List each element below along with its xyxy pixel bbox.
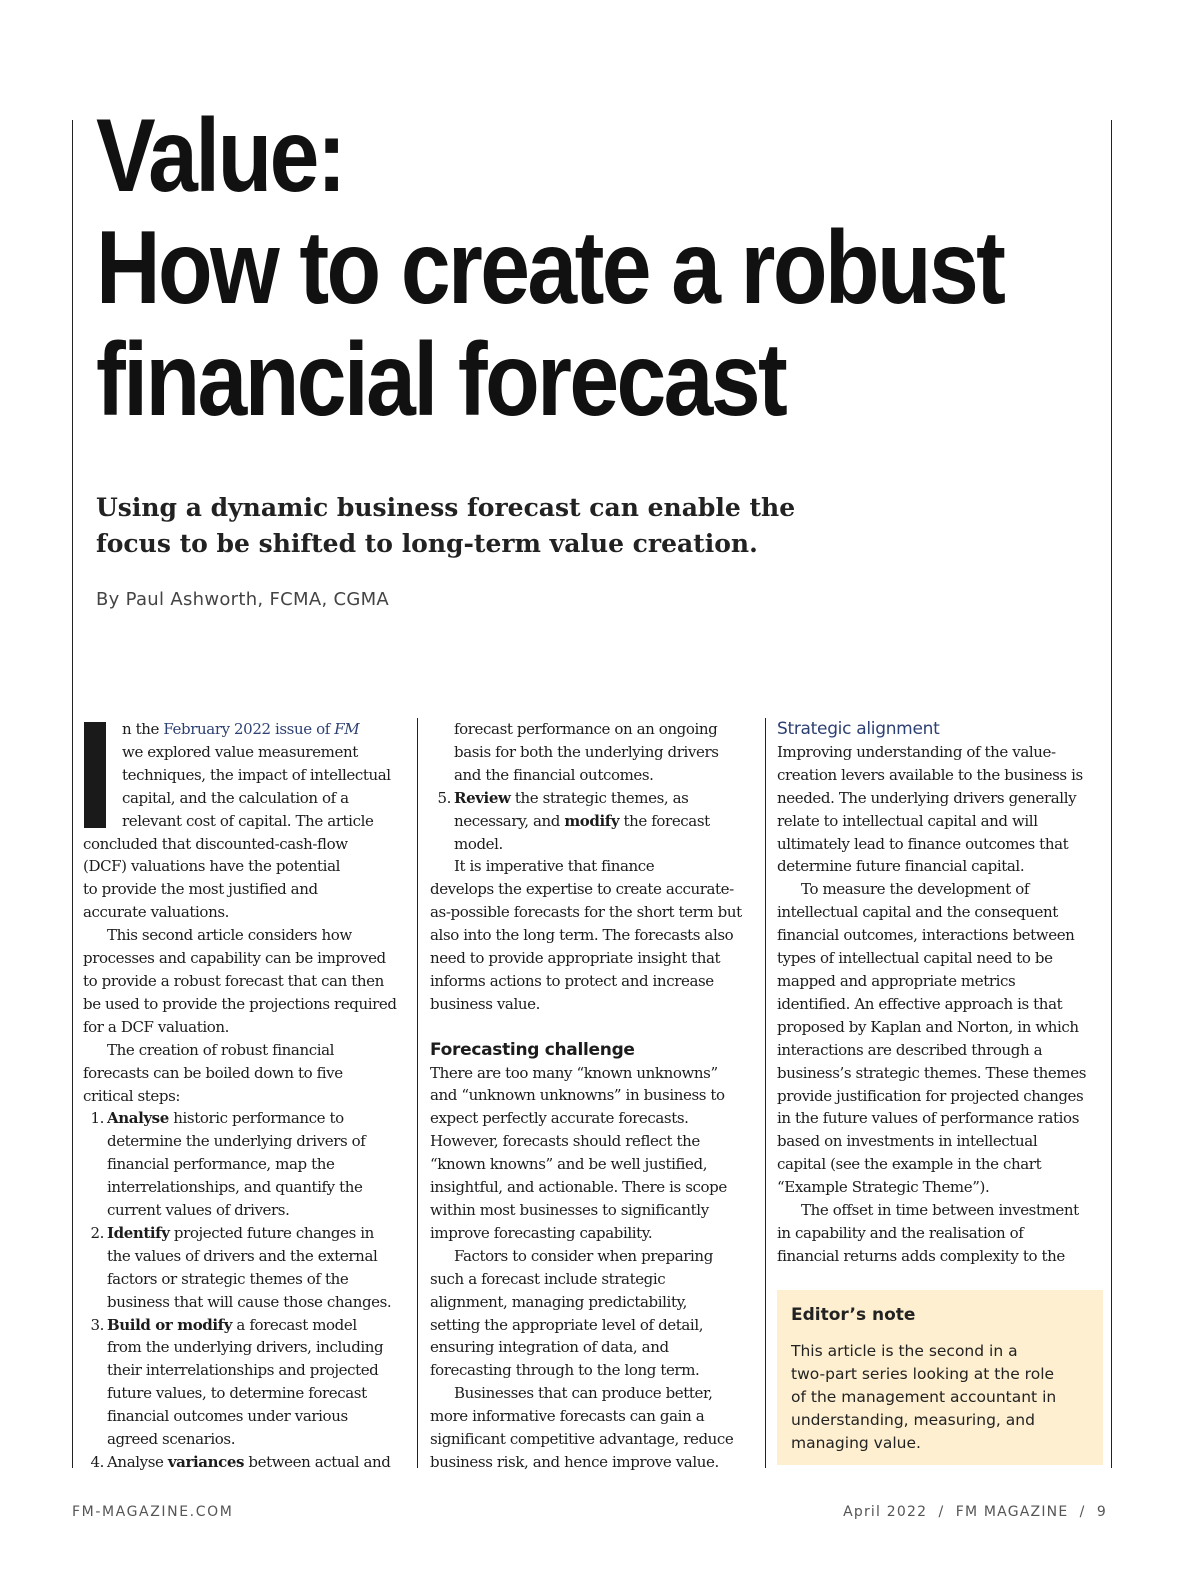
text-line: ultimately lead to finance outcomes that bbox=[777, 834, 1069, 853]
text-line: develops the expertise to create accurate- bbox=[430, 880, 734, 899]
text-fragment: n the bbox=[122, 720, 164, 738]
step-5 bbox=[430, 787, 760, 810]
text-line: business value. bbox=[430, 994, 540, 1013]
text-line: creation levers available to the business is bbox=[777, 765, 1083, 784]
text-line: processes and capability can be improved bbox=[83, 949, 386, 968]
note-line: two-part series looking at the role bbox=[791, 1365, 1055, 1383]
text-line: setting the appropriate level of detail, bbox=[430, 1315, 704, 1334]
text-line: agreed scenarios. bbox=[107, 1430, 236, 1449]
text-line: The offset in time between investment bbox=[801, 1201, 1079, 1220]
text-line: business risk, and hence improve value. bbox=[430, 1452, 719, 1471]
headline-line: How to create a robust bbox=[96, 210, 1004, 326]
text-line: financial outcomes, interactions between bbox=[777, 926, 1075, 945]
step-keyword: Review bbox=[454, 788, 511, 807]
text-line: needed. The underlying drivers generally bbox=[777, 788, 1077, 807]
text-line: model. bbox=[454, 834, 503, 853]
text-line: critical steps: bbox=[83, 1086, 181, 1105]
footer-folio: April 2022 / FM MAGAZINE / 9 bbox=[843, 1504, 1107, 1520]
text-line: Factors to consider when preparing bbox=[454, 1246, 713, 1265]
text-line: their interrelationships and projected bbox=[107, 1361, 379, 1380]
text-line: and “unknown unknowns” in business to bbox=[430, 1086, 725, 1105]
text-line: and the financial outcomes. bbox=[454, 765, 654, 784]
text-line: relate to intellectual capital and will bbox=[777, 811, 1038, 830]
step-keyword: variances bbox=[167, 1453, 245, 1471]
text-line: accurate valuations. bbox=[83, 903, 229, 922]
text-line: need to provide appropriate insight that bbox=[430, 949, 721, 968]
editors-note-body bbox=[791, 1340, 1089, 1455]
text-line: identified. An effective approach is that bbox=[777, 994, 1063, 1013]
step-number: 5. bbox=[437, 788, 451, 807]
step-keyword: modify bbox=[564, 811, 620, 830]
step-1 bbox=[83, 1107, 413, 1130]
text-line: also into the long term. The forecasts also bbox=[430, 926, 734, 945]
section-heading-forecasting-challenge: Forecasting challenge bbox=[430, 1039, 635, 1060]
text-line: concluded that discounted-cash-flow bbox=[83, 834, 348, 853]
right-margin-rule bbox=[1111, 120, 1112, 1468]
text-line: future values, to determine forecast bbox=[107, 1384, 367, 1403]
note-line: managing value. bbox=[791, 1434, 921, 1452]
text-line: techniques, the impact of intellectual bbox=[122, 765, 391, 784]
article-deck bbox=[96, 490, 796, 562]
spacer bbox=[430, 1016, 760, 1039]
text-line bbox=[83, 718, 413, 741]
text-line: forecasting through to the long term. bbox=[430, 1361, 700, 1380]
text-line: business’s strategic themes. These themes bbox=[777, 1063, 1086, 1082]
deck-line: Using a dynamic business forecast can enable the bbox=[96, 493, 796, 522]
text-fragment: historic performance to bbox=[168, 1109, 344, 1128]
step-keyword: Build or modify bbox=[107, 1315, 233, 1334]
editors-note-title: Editor’s note bbox=[791, 1305, 916, 1325]
text-fragment: the strategic themes, as bbox=[510, 788, 689, 807]
text-line: insightful, and actionable. There is scope bbox=[430, 1178, 727, 1197]
step-number: 1. bbox=[90, 1109, 104, 1128]
text-line: Businesses that can produce better, bbox=[454, 1384, 713, 1403]
text-line: to provide a robust forecast that can then bbox=[83, 971, 384, 990]
step-4 bbox=[83, 1451, 413, 1474]
text-line: proposed by Kaplan and Norton, in which bbox=[777, 1017, 1079, 1036]
text-line: improve forecasting capability. bbox=[430, 1223, 653, 1242]
text-line: based on investments in intellectual bbox=[777, 1132, 1038, 1151]
text-fragment: the forecast bbox=[619, 811, 710, 830]
article-headline bbox=[96, 98, 1004, 438]
note-line: of the management accountant in bbox=[791, 1388, 1057, 1406]
text-line: informs actions to protect and increase bbox=[430, 971, 714, 990]
text-line: It is imperative that finance bbox=[454, 857, 655, 876]
text-line: interactions are described through a bbox=[777, 1040, 1043, 1059]
step-3 bbox=[83, 1314, 413, 1337]
text-line: we explored value measurement bbox=[122, 742, 358, 761]
text-line: To measure the development of bbox=[801, 880, 1029, 899]
step-keyword: Analyse bbox=[107, 1109, 169, 1128]
text-line: significant competitive advantage, reduce bbox=[430, 1430, 734, 1449]
step-number: 4. bbox=[90, 1453, 104, 1471]
text-line: within most businesses to significantly bbox=[430, 1201, 709, 1220]
text-line: However, forecasts should reflect the bbox=[430, 1132, 700, 1151]
text-line: The creation of robust financial bbox=[107, 1040, 335, 1059]
step-number: 2. bbox=[90, 1223, 104, 1242]
footer-site: FM-MAGAZINE.COM bbox=[72, 1504, 234, 1520]
note-line: understanding, measuring, and bbox=[791, 1411, 1035, 1429]
text-line: expect perfectly accurate forecasts. bbox=[430, 1109, 689, 1128]
left-margin-rule bbox=[72, 120, 73, 1468]
text-line: capital, and the calculation of a bbox=[122, 788, 349, 807]
text-line: financial outcomes under various bbox=[107, 1407, 348, 1426]
column-divider-2 bbox=[765, 718, 766, 1468]
text-line: types of intellectual capital need to be bbox=[777, 949, 1053, 968]
text-fragment: Analyse bbox=[107, 1453, 168, 1471]
text-line: such a forecast include strategic bbox=[430, 1269, 666, 1288]
text-line: financial performance, map the bbox=[107, 1155, 335, 1174]
step-number: 3. bbox=[90, 1315, 104, 1334]
text-line: for a DCF valuation. bbox=[83, 1017, 230, 1036]
text-line: forecasts can be boiled down to five bbox=[83, 1063, 343, 1082]
editors-note-box bbox=[777, 1290, 1103, 1465]
text-line: There are too many “known unknowns” bbox=[430, 1063, 718, 1082]
text-line: in capability and the realisation of bbox=[777, 1223, 1024, 1242]
text-line: Improving understanding of the value- bbox=[777, 742, 1056, 761]
text-line: intellectual capital and the consequent bbox=[777, 903, 1058, 922]
text-line bbox=[430, 810, 760, 833]
text-line: interrelationships, and quantify the bbox=[107, 1178, 363, 1197]
headline-line: Value: bbox=[96, 98, 345, 214]
link-text: February 2022 issue of bbox=[163, 720, 335, 738]
text-fragment: projected future changes in bbox=[169, 1223, 374, 1242]
text-line: basis for both the underlying drivers bbox=[454, 742, 719, 761]
text-line: determine the underlying drivers of bbox=[107, 1132, 366, 1151]
text-line: in the future values of performance ratios bbox=[777, 1109, 1079, 1128]
column-1 bbox=[83, 718, 413, 1474]
text-line: be used to provide the projections required bbox=[83, 994, 397, 1013]
byline: By Paul Ashworth, FCMA, CGMA bbox=[96, 589, 390, 610]
text-line: provide justification for projected changes bbox=[777, 1086, 1084, 1105]
headline-line: financial forecast bbox=[96, 322, 786, 438]
column-divider-1 bbox=[417, 718, 418, 1468]
text-line: from the underlying drivers, including bbox=[107, 1338, 384, 1357]
column-2 bbox=[430, 718, 760, 1474]
column-3 bbox=[777, 718, 1103, 1268]
link-italic: FM bbox=[334, 720, 360, 738]
text-line: financial returns adds complexity to the bbox=[777, 1246, 1065, 1265]
text-line: alignment, managing predictability, bbox=[430, 1292, 688, 1311]
step-2 bbox=[83, 1222, 413, 1245]
text-line: business that will cause those changes. bbox=[107, 1292, 392, 1311]
text-line: (DCF) valuations have the potential bbox=[83, 857, 341, 876]
text-line: more informative forecasts can gain a bbox=[430, 1407, 705, 1426]
text-line: determine future financial capital. bbox=[777, 857, 1025, 876]
text-line: factors or strategic themes of the bbox=[107, 1269, 349, 1288]
text-line: ensuring integration of data, and bbox=[430, 1338, 669, 1357]
text-fragment: necessary, and bbox=[454, 811, 565, 830]
step-keyword: Identify bbox=[107, 1223, 170, 1242]
text-line: to provide the most justified and bbox=[83, 880, 318, 899]
text-line: relevant cost of capital. The article bbox=[122, 811, 374, 830]
text-line: forecast performance on an ongoing bbox=[454, 720, 718, 738]
text-line: capital (see the example in the chart bbox=[777, 1155, 1042, 1174]
text-line: as-possible forecasts for the short term but bbox=[430, 903, 742, 922]
text-line: “known knowns” and be well justified, bbox=[430, 1155, 708, 1174]
deck-line: focus to be shifted to long-term value creation. bbox=[96, 529, 758, 558]
text-fragment: a forecast model bbox=[232, 1315, 357, 1334]
note-line: This article is the second in a bbox=[791, 1342, 1018, 1360]
section-heading-strategic-alignment: Strategic alignment bbox=[777, 719, 940, 739]
text-line: the values of drivers and the external bbox=[107, 1246, 378, 1265]
text-line: This second article considers how bbox=[107, 926, 352, 945]
text-line: “Example Strategic Theme”). bbox=[777, 1178, 990, 1197]
text-line: mapped and appropriate metrics bbox=[777, 971, 1016, 990]
text-line: current values of drivers. bbox=[107, 1201, 290, 1220]
february-issue-link[interactable] bbox=[163, 720, 359, 738]
text-fragment: between actual and bbox=[244, 1453, 391, 1471]
